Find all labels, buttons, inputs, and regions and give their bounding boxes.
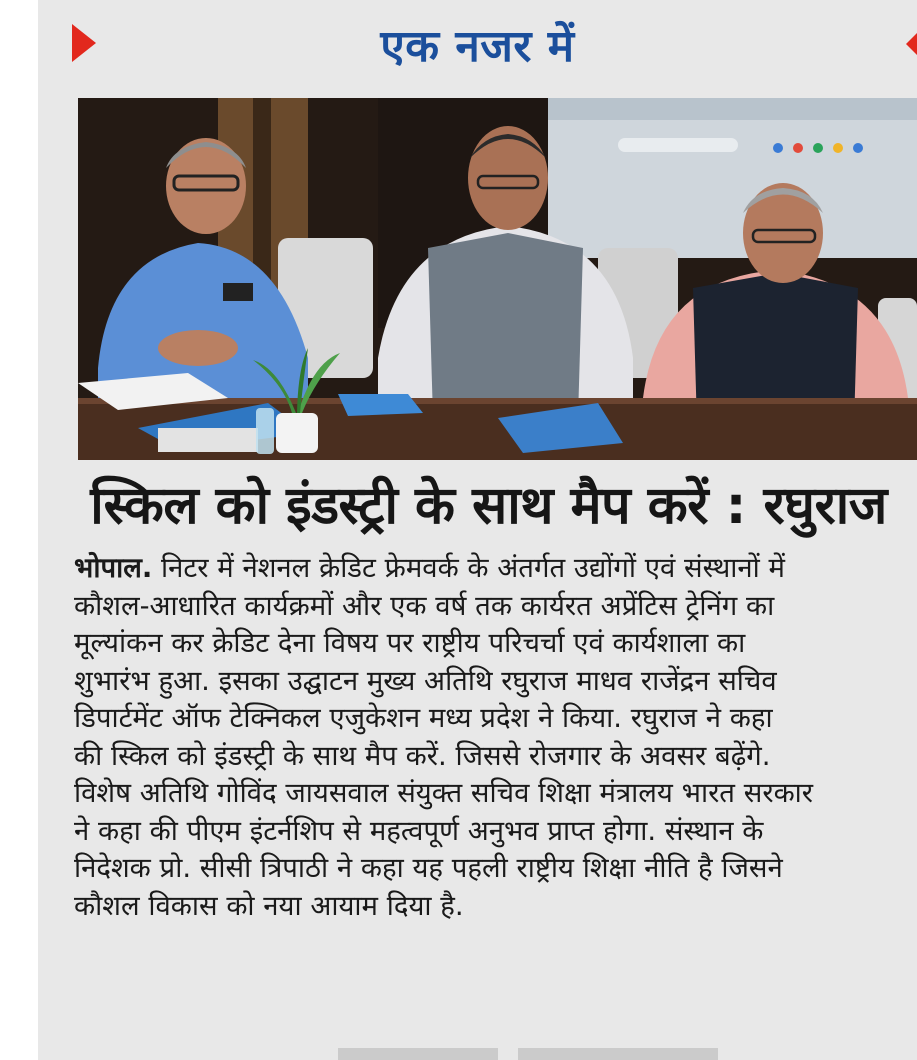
body-line: डिपार्टमेंट ऑफ टेक्निकल एजुकेशन मध्य प्रदेश ने किया. रघुराज ने कहा bbox=[74, 702, 773, 734]
section-title: एक नजर में bbox=[380, 21, 575, 72]
article-headline: स्किल को इंडस्ट्री के साथ मैप करें : रघुराज bbox=[90, 476, 887, 536]
body-line: की स्किल को इंडस्ट्री के साथ मैप करें. जिससे रोजगार के अवसर बढ़ेंगे. bbox=[74, 739, 771, 772]
body-line: कौशल-आधारित कार्यक्रमों और एक वर्ष तक कार्यरत अप्रेंटिस ट्रेनिंग का bbox=[74, 589, 775, 622]
body-line: मूल्यांकन कर क्रेडिट देना विषय पर राष्ट्रीय परिचर्चा एवं कार्यशाला का bbox=[74, 627, 746, 659]
body-line bbox=[74, 550, 917, 588]
news-photo bbox=[78, 98, 917, 460]
body-line: विशेष अतिथि गोविंद जायसवाल संयुक्त सचिव शिक्षा मंत्रालय भारत सरकार bbox=[74, 777, 814, 809]
article-dateline: भोपाल. bbox=[74, 552, 153, 584]
cutoff-text-shape bbox=[38, 1040, 917, 1060]
article-body bbox=[74, 550, 917, 925]
page-margin bbox=[0, 0, 38, 1060]
body-line: निदेशक प्रो. सीसी त्रिपाठी ने कहा यह पहली राष्ट्रीय शिक्षा नीति है जिसने bbox=[74, 852, 783, 884]
body-line: कौशल विकास को नया आयाम दिया है. bbox=[74, 889, 464, 922]
next-article-cutoff bbox=[38, 1040, 917, 1060]
photo-illustration bbox=[78, 98, 917, 460]
right-arrow-icon bbox=[906, 28, 917, 60]
body-line: शुभारंभ हुआ. इसका उद्घाटन मुख्य अतिथि रघुराज माधव राजेंद्रन सचिव bbox=[74, 664, 777, 697]
body-line: ने कहा की पीएम इंटर्नशिप से महत्वपूर्ण अनुभव प्राप्त होगा. संस्थान के bbox=[74, 814, 764, 847]
body-line-text: निटर में नेशनल क्रेडिट फ्रेमवर्क के अंतर्गत उद्योंगों एवं संस्थानों में bbox=[152, 552, 785, 584]
